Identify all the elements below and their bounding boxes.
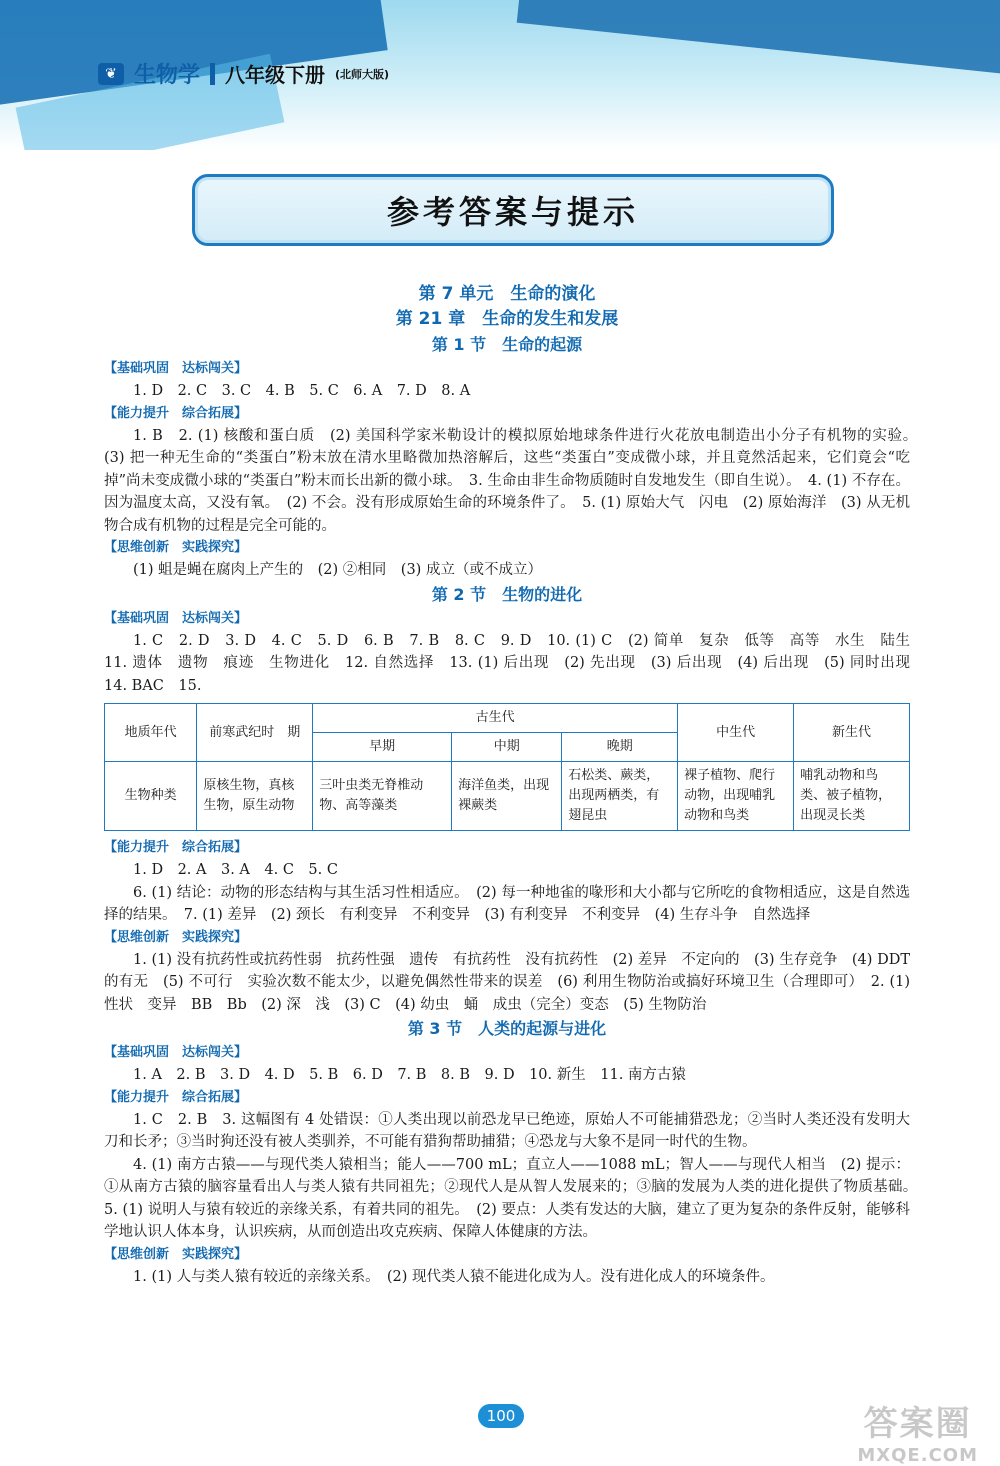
answer-paragraph: 1. C 2. D 3. D 4. C 5. D 6. B 7. B 8. C 9. D 10. (1) C (2) 简单 复杂 低等 高等 水生 陆生 11. 遗体 遗物 痕迹 生物进化 12. 自然选择 13. (1) 后出现 (2) 先出现 (3) 后出现 (4) 后出现 (5) 同时出现 14. BAC 15. bbox=[104, 632, 925, 694]
book-header bbox=[98, 58, 389, 89]
table-header-cell: 地质年代 bbox=[105, 704, 197, 762]
tag-ability: 【能力提升 综合拓展】 bbox=[104, 405, 248, 421]
table-cell: 三叶虫类无脊椎动物、高等藻类 bbox=[313, 762, 452, 831]
answer-content bbox=[104, 282, 925, 1288]
watermark bbox=[857, 1396, 978, 1466]
page-number: 100 bbox=[478, 1404, 524, 1428]
answer-paragraph: 1. D 2. C 3. C 4. B 5. C 6. A 7. D 8. A bbox=[133, 383, 471, 399]
section-heading: 第 3 节 人类的起源与进化 bbox=[407, 1019, 607, 1038]
table-header-cell: 新生代 bbox=[794, 704, 910, 762]
tag-basic: 【基础巩固 达标闯关】 bbox=[104, 1045, 248, 1060]
table-header-cell: 中生代 bbox=[678, 704, 794, 762]
answer-paragraph: 1. B 2. (1) 核酸和蛋白质 (2) 美国科学家米勒设计的模拟原始地球条件进行火花放电制造出小分子有机物的实验。 (3) 把一种无生命的“类蛋白”粉末放在清水里略微加热溶解后，这些“类蛋白”变成微小球，并且竟然活起来，它们竟会“吃掉”尚未变成微小球的“类蛋白”粉末而长出新的微小球。 3. 生命由非生命物质随时自发地发生（即自生说）。 4. (1) 不存在。因为温度太高，又没有氧。 (2) 不会。没有形成原始生命的环境条件了。 5. (1) 原始大气 闪电 (2) 原始海洋 (3) 从无机物合成有机物的过程是完全可能的。 bbox=[104, 427, 925, 534]
tag-ability: 【能力提升 综合拓展】 bbox=[104, 840, 248, 855]
answer-paragraph: 1. C 2. B 3. 这幅图有 4 处错误：①人类出现以前恐龙早已绝迹，原始人不可能捕猎恐龙；②当时人类还没有发明大刀和长矛；③当时狗还没有被人类驯养，不可能有猎狗帮助捕猎；④恐龙与大象不是同一时代的生物。 bbox=[104, 1111, 910, 1150]
edition-label: (北师大版) bbox=[335, 67, 390, 81]
banner-stripe bbox=[517, 0, 1000, 77]
answer-paragraph: 4. (1) 南方古猿——与现代类人猿相当；能人——700 mL；直立人——1088 mL；智人——与现代人相当 (2) 提示：①从南方古猿的脑容量看出人与类人猿有共同祖先；②现代人是从智人发展来的；③脑的发展为人类的进化提供了物质基础。 5. (1) 说明人与猿有较近的亲缘关系，有着共同的祖先。 (2) 要点：人类有发达的大脑，建立了更为复杂的条件反射，能够科学地认识人体本身，认识疾病，从而创造出攻克疾病、保障人体健康的方法。 bbox=[104, 1156, 925, 1240]
table-cell: 裸子植物、爬行动物，出现哺乳动物和鸟类 bbox=[678, 762, 794, 831]
watermark-cn: 答案圈 bbox=[863, 1404, 972, 1444]
table-header-cell: 中期 bbox=[452, 733, 562, 762]
leaf-logo-icon: ❦ bbox=[98, 63, 124, 85]
header-banner bbox=[0, 0, 1000, 150]
answer-paragraph: 6. (1) 结论：动物的形态结构与其生活习性相适应。 (2) 每一种地雀的喙形和大小都与它所吃的食物相适应，这是自然选择的结果。 7. (1) 差异 (2) 颈长 有利变异 不利变异 (3) 有利变异 不利变异 (4) 生存斗争 自然选择 bbox=[104, 884, 910, 923]
tag-thinking: 【思维创新 实践探究】 bbox=[104, 1246, 248, 1262]
watermark-en: MXQE.COM bbox=[857, 1445, 978, 1466]
table-cell: 石松类、蕨类，出现两栖类，有翅昆虫 bbox=[562, 762, 678, 831]
answer-paragraph: 1. (1) 没有抗药性或抗药性弱 抗药性强 遗传 有抗药性 没有抗药性 (2) 差异 不定向的 (3) 生存竞争 (4) DDT的有无 (5) 不可行 实验次数不能太少，以避免偶然性带来的误差 (6) 利用生物防治或搞好环境卫生（合理即可） 2. (1) 性状 变异 BB Bb (2) 深 浅 (3) C (4) 幼虫 蛹 成虫（完全）变态 (5) 生物防治 bbox=[104, 951, 910, 1013]
tag-ability: 【能力提升 综合拓展】 bbox=[104, 1089, 248, 1105]
divider-bar bbox=[210, 63, 215, 85]
table-cell: 海洋鱼类，出现裸蕨类 bbox=[452, 762, 562, 831]
tag-thinking: 【思维创新 实践探究】 bbox=[104, 540, 248, 555]
chapter-heading: 第 21 章 生命的发生和发展 bbox=[395, 309, 619, 329]
unit-heading: 第 7 单元 生命的演化 bbox=[418, 284, 596, 304]
section-heading: 第 1 节 生命的起源 bbox=[431, 335, 583, 354]
grade-label: 八年级下册 bbox=[225, 63, 326, 87]
table-cell: 哺乳动物和鸟类、被子植物，出现灵长类 bbox=[794, 762, 910, 831]
table-header-cell: 古生代 bbox=[313, 704, 678, 733]
page-title-box bbox=[192, 174, 834, 246]
subject-label: 生物学 bbox=[134, 63, 201, 88]
page-title: 参考答案与提示 bbox=[386, 193, 639, 231]
table-header-cell: 前寒武纪时 期 bbox=[197, 704, 313, 762]
tag-basic: 【基础巩固 达标闯关】 bbox=[104, 610, 248, 626]
table-header-cell: 早期 bbox=[313, 733, 452, 762]
tag-thinking: 【思维创新 实践探究】 bbox=[104, 929, 248, 945]
tag-basic: 【基础巩固 达标闯关】 bbox=[104, 361, 248, 376]
table-row-head: 生物种类 bbox=[105, 762, 197, 831]
geologic-era-table bbox=[104, 703, 910, 831]
answer-paragraph: 1. D 2. A 3. A 4. C 5. C bbox=[133, 862, 338, 878]
answer-paragraph: 1. (1) 人与类人猿有较近的亲缘关系。 (2) 现代类人猿不能进化成为人。没有进化成人的环境条件。 bbox=[133, 1268, 775, 1285]
table-header-cell: 晚期 bbox=[562, 733, 678, 762]
answer-paragraph: 1. A 2. B 3. D 4. D 5. B 6. D 7. B 8. B 9. D 10. 新生 11. 南方古猿 bbox=[133, 1067, 686, 1083]
table-cell: 原核生物，真核生物，原生动物 bbox=[197, 762, 313, 831]
answer-paragraph: (1) 蛆是蝇在腐肉上产生的 (2) ②相同 (3) 成立（或不成立） bbox=[133, 562, 542, 578]
section-heading: 第 2 节 生物的进化 bbox=[431, 584, 583, 604]
